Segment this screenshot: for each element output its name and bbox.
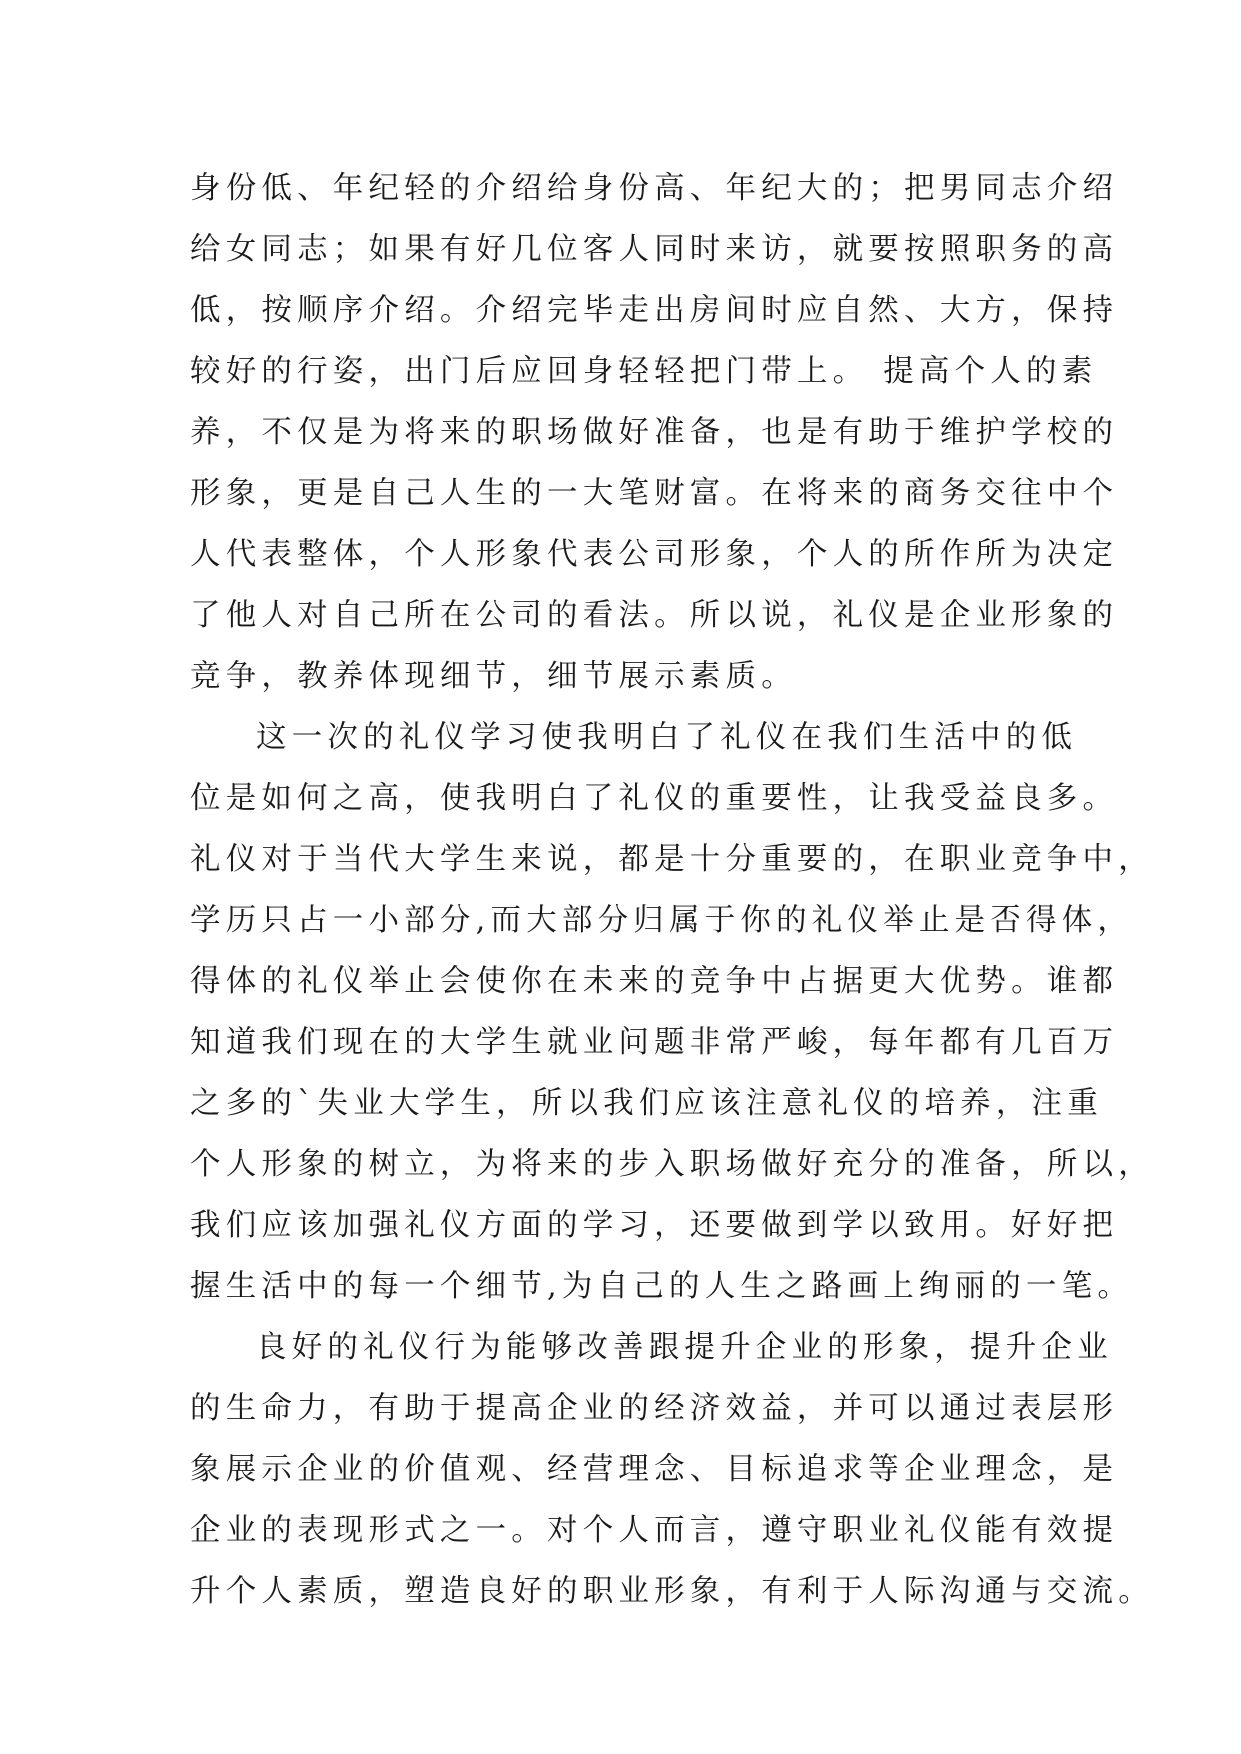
text-line: 我们应该加强礼仪方面的学习，还要做到学以致用。好好把	[190, 1208, 1119, 1243]
text-line: 的生命力，有助于提高企业的经济效益，并可以通过表层形	[190, 1391, 1119, 1426]
text-line: 升个人素质，塑造良好的职业形象，有利于人际沟通与交流。	[190, 1574, 1154, 1609]
paragraph-2	[190, 707, 1154, 1317]
text-line: 竞争，教养体现细节，细节展示素质。	[190, 659, 797, 694]
body-text	[190, 158, 1154, 1622]
text-line: 得体的礼仪举止会使你在未来的竞争中占据更大优势。谁都	[190, 964, 1119, 999]
text-line: 良好的礼仪行为能够改善跟提升企业的形象，提升企业	[256, 1330, 1113, 1365]
text-line: 个人形象的树立，为将来的步入职场做好充分的准备，所以，	[190, 1147, 1154, 1182]
text-line: 礼仪对于当代大学生来说，都是十分重要的，在职业竞争中，	[190, 842, 1154, 877]
text-line: 握生活中的每一个细节,为自己的人生之路画上绚丽的一笔。	[190, 1269, 1134, 1304]
text-line: 知道我们现在的大学生就业问题非常严峻，每年都有几百万	[190, 1025, 1119, 1060]
text-line: 学历只占一小部分,而大部分归属于你的礼仪举止是否得体，	[190, 903, 1134, 938]
text-line: 形象，更是自己人生的一大笔财富。在将来的商务交往中个	[190, 476, 1119, 511]
text-line: 养，不仅是为将来的职场做好准备，也是有助于维护学校的	[190, 415, 1119, 450]
text-line: 这一次的礼仪学习使我明白了礼仪在我们生活中的低	[256, 720, 1078, 755]
text-line: 较好的行姿，出门后应回身轻轻把门带上。 提高个人的素	[190, 354, 1098, 389]
text-line: 给女同志；如果有好几位客人同时来访，就要按照职务的高	[190, 232, 1119, 267]
paragraph-3	[190, 1317, 1154, 1622]
paragraph-1	[190, 158, 1119, 707]
text-line: 位是如何之高，使我明白了礼仪的重要性，让我受益良多。	[190, 781, 1119, 816]
text-line: 象展示企业的价值观、经营理念、目标追求等企业理念，是	[190, 1452, 1119, 1487]
text-line: 身份低、年纪轻的介绍给身份高、年纪大的；把男同志介绍	[190, 171, 1119, 206]
text-line: 人代表整体，个人形象代表公司形象，个人的所作所为决定	[190, 537, 1119, 572]
text-line: 低，按顺序介绍。介绍完毕走出房间时应自然、大方，保持	[190, 293, 1119, 328]
text-line: 企业的表现形式之一。对个人而言，遵守职业礼仪能有效提	[190, 1513, 1119, 1548]
text-line: 了他人对自己所在公司的看法。所以说，礼仪是企业形象的	[190, 598, 1119, 633]
text-line: 之多的`失业大学生，所以我们应该注意礼仪的培养，注重	[190, 1086, 1103, 1121]
